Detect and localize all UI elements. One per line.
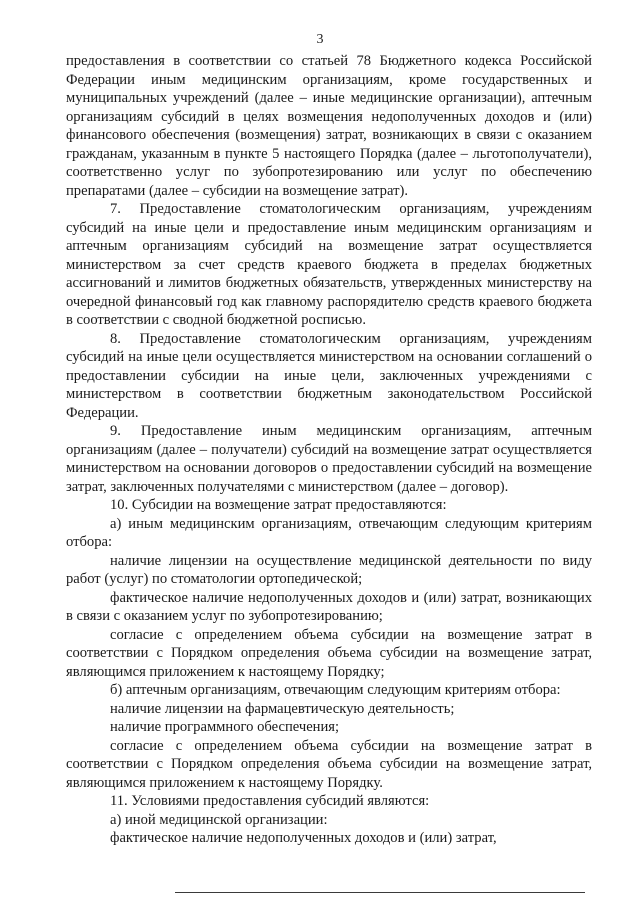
paragraph: наличие лицензии на фармацевтическую деятельность; (110, 700, 455, 717)
paragraph: а) иным медицинским организациям, отвечающим следующим критериям отбора: (66, 515, 592, 550)
paragraph: наличие программного обеспечения; (110, 719, 340, 735)
page-number: 3 (316, 32, 324, 47)
paragraph: фактическое наличие недополученных доходов и (или) затрат, (110, 830, 497, 846)
page-bottom-rule (175, 892, 585, 893)
paragraph: а) иной медицинской организации: (110, 811, 328, 828)
paragraph: 8. Предоставление стоматологическим организациям, учреждениям субсидий на иные цели осуществляется министерством на основании соглашений о предоставлении субсидии на иные цели, заключенных учреждениями с министерством в соответствии бюджетным законодательством Российской Федерации. (66, 330, 592, 421)
paragraph: согласие с определением объема субсидии на возмещение затрат в соответствии с Порядком определения объема субсидии на возмещение затрат, являющимся приложением к настоящему Порядку. (66, 737, 592, 791)
paragraph: предоставления в соответствии со статьей 78 Бюджетного кодекса Российской Федерации иным медицинским организациям, кроме государственных и муниципальных учреждений (далее – иные медицинские организации), аптечным организациям субсидий в целях возмещения недополученных доходов и (или) финансового обеспечения (возмещения) затрат, возникающих в связи с оказанием гражданам, указанным в пункте 5 настоящего Порядка (далее – льготополучатели), соответственно услуг по зубопротезированию или услуг по обеспечению препаратами (далее – субсидии на возмещение затрат). (66, 53, 592, 199)
paragraph: 11. Условиями предоставления субсидий являются: (110, 793, 430, 809)
paragraph: наличие лицензии на осуществление медицинской деятельности по виду работ (услуг) по стоматологии ортопедической; (66, 552, 592, 587)
paragraph: 9. Предоставление иным медицинским организациям, аптечным организациям (далее – получатели) субсидий на возмещение затрат осуществляется министерством на основании договоров о предоставлении субсидий на возмещение затрат, заключенных получателями с министерством (далее – договор). (66, 423, 592, 495)
paragraph: б) аптечным организациям, отвечающим следующим критериям отбора: (110, 682, 561, 698)
document-body (66, 52, 592, 848)
paragraph: 7. Предоставление стоматологическим организациям, учреждениям субсидий на иные цели и предоставление иным медицинским организациям и аптечным организациям субсидий на возмещение затрат осуществляется министерством за счет средств краевого бюджета в пределах бюджетных ассигнований и лимитов бюджетных обязательств, утвержденных министерству на очередной финансовый год как главному распорядителю средств краевого бюджета в соответствии с сводной бюджетной росписью. (66, 201, 592, 328)
paragraph: фактическое наличие недополученных доходов и (или) затрат, возникающих в связи с оказанием услуг по зубопротезированию; (66, 589, 592, 624)
paragraph: 10. Субсидии на возмещение затрат предоставляются: (110, 497, 447, 513)
paragraph: согласие с определением объема субсидии на возмещение затрат в соответствии с Порядком определения объема субсидии на возмещение затрат, являющимся приложением к настоящему Порядку; (66, 626, 592, 680)
